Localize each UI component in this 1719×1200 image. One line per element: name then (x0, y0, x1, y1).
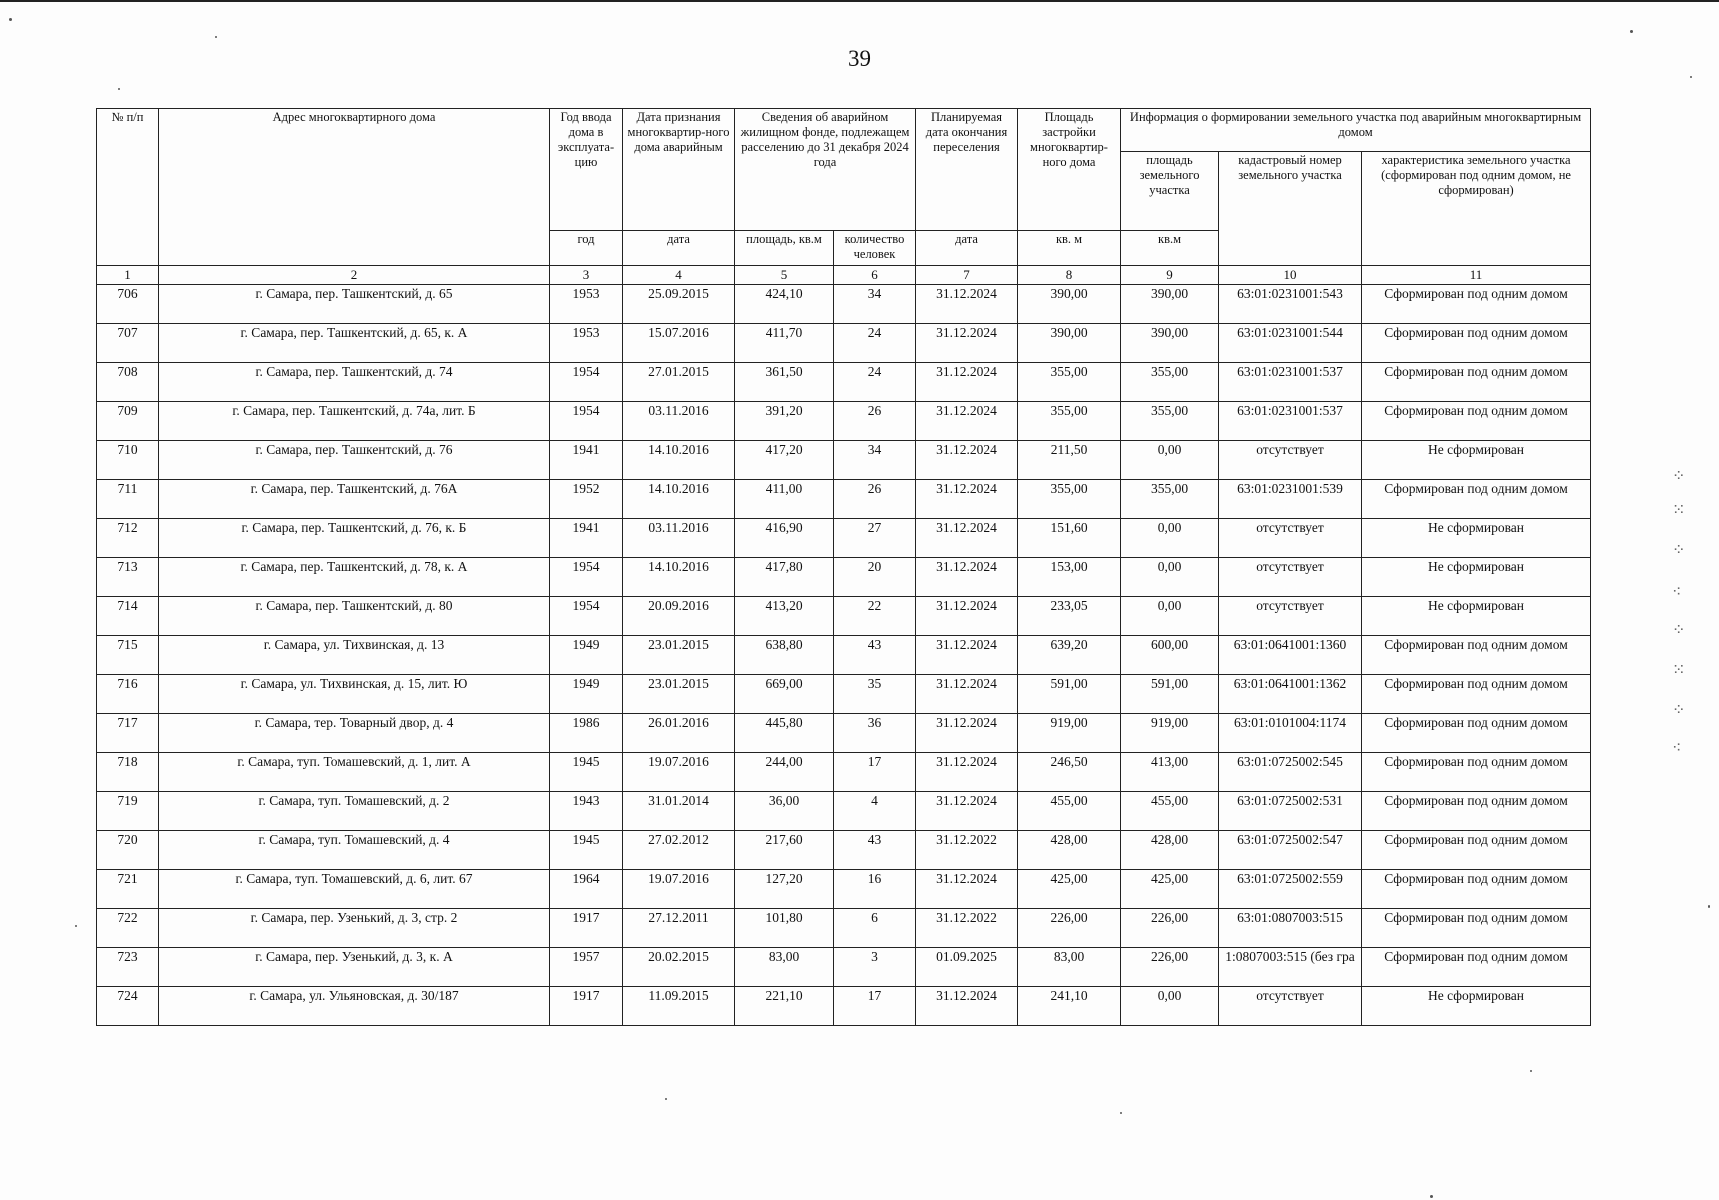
row-building-area: 455,00 (1018, 792, 1121, 831)
emergency-housing-table (96, 108, 1591, 1026)
row-address: г. Самара, пер. Ташкентский, д. 74а, лит. Б (159, 402, 550, 441)
row-year: 1941 (550, 441, 623, 480)
row-number: 717 (97, 714, 159, 753)
row-land-characteristic: Сформирован под одним домом (1362, 675, 1591, 714)
row-cadastral: отсутствует (1219, 441, 1362, 480)
header-building-area: Площадь застройки многоквартир-ного дома (1018, 109, 1121, 231)
column-number: 11 (1362, 266, 1591, 285)
row-land-characteristic: Не сформирован (1362, 558, 1591, 597)
row-area: 101,80 (735, 909, 834, 948)
scan-speck (118, 88, 120, 90)
row-cadastral: 63:01:0101004:1174 (1219, 714, 1362, 753)
row-people: 34 (834, 441, 916, 480)
row-land-characteristic: Не сформирован (1362, 597, 1591, 636)
row-year: 1941 (550, 519, 623, 558)
table-row (97, 792, 1591, 831)
row-number: 723 (97, 948, 159, 987)
row-address: г. Самара, туп. Томашевский, д. 1, лит. А (159, 753, 550, 792)
row-land-area: 390,00 (1121, 324, 1219, 363)
table-row (97, 597, 1591, 636)
row-number: 706 (97, 285, 159, 324)
row-planned-date: 01.09.2025 (916, 948, 1018, 987)
row-address: г. Самара, тер. Товарный двор, д. 4 (159, 714, 550, 753)
row-cadastral: 63:01:0725002:545 (1219, 753, 1362, 792)
row-year: 1957 (550, 948, 623, 987)
row-recognition-date: 19.07.2016 (623, 753, 735, 792)
row-planned-date: 31.12.2024 (916, 675, 1018, 714)
row-number: 716 (97, 675, 159, 714)
row-number: 719 (97, 792, 159, 831)
row-planned-date: 31.12.2024 (916, 441, 1018, 480)
row-building-area: 226,00 (1018, 909, 1121, 948)
row-people: 4 (834, 792, 916, 831)
margin-mark: ⁘ (1672, 620, 1686, 639)
row-area: 411,70 (735, 324, 834, 363)
header-address: Адрес многоквартирного дома (159, 109, 550, 266)
row-cadastral: отсутствует (1219, 558, 1362, 597)
table-row (97, 519, 1591, 558)
table-row (97, 870, 1591, 909)
row-building-area: 390,00 (1018, 324, 1121, 363)
row-address: г. Самара, пер. Ташкентский, д. 76 (159, 441, 550, 480)
row-land-characteristic: Сформирован под одним домом (1362, 870, 1591, 909)
unit-building-kvm: кв. м (1018, 231, 1121, 266)
row-recognition-date: 23.01.2015 (623, 636, 735, 675)
row-area: 417,80 (735, 558, 834, 597)
margin-mark: ⁙ (1672, 660, 1686, 679)
row-number: 709 (97, 402, 159, 441)
row-building-area: 639,20 (1018, 636, 1121, 675)
scan-speck (1690, 76, 1692, 78)
row-land-area: 226,00 (1121, 948, 1219, 987)
scan-speck (9, 18, 12, 21)
column-number: 5 (735, 266, 834, 285)
row-building-area: 355,00 (1018, 363, 1121, 402)
row-area: 361,50 (735, 363, 834, 402)
row-address: г. Самара, пер. Ташкентский, д. 65, к. А (159, 324, 550, 363)
row-address: г. Самара, пер. Узенький, д. 3, стр. 2 (159, 909, 550, 948)
row-building-area: 355,00 (1018, 480, 1121, 519)
row-area: 411,00 (735, 480, 834, 519)
top-border-line (0, 0, 1719, 2)
table-row (97, 831, 1591, 870)
scan-speck (215, 36, 217, 38)
row-recognition-date: 20.09.2016 (623, 597, 735, 636)
margin-mark: ⁘ (1672, 700, 1686, 719)
row-land-characteristic: Сформирован под одним домом (1362, 831, 1591, 870)
column-number: 7 (916, 266, 1018, 285)
table-row (97, 948, 1591, 987)
row-year: 1954 (550, 363, 623, 402)
column-number: 10 (1219, 266, 1362, 285)
row-building-area: 390,00 (1018, 285, 1121, 324)
row-building-area: 233,05 (1018, 597, 1121, 636)
row-land-area: 0,00 (1121, 441, 1219, 480)
row-number: 710 (97, 441, 159, 480)
row-cadastral: 63:01:0231001:543 (1219, 285, 1362, 324)
row-area: 36,00 (735, 792, 834, 831)
column-number: 9 (1121, 266, 1219, 285)
row-number: 715 (97, 636, 159, 675)
margin-mark: ⁘ (1672, 540, 1686, 559)
row-people: 6 (834, 909, 916, 948)
row-recognition-date: 31.01.2014 (623, 792, 735, 831)
row-area: 244,00 (735, 753, 834, 792)
row-number: 721 (97, 870, 159, 909)
row-cadastral: 63:01:0231001:537 (1219, 402, 1362, 441)
table-row (97, 909, 1591, 948)
scan-speck (75, 925, 77, 927)
row-land-area: 413,00 (1121, 753, 1219, 792)
header-land-area: площадь земельного участка (1121, 152, 1219, 231)
row-address: г. Самара, пер. Ташкентский, д. 74 (159, 363, 550, 402)
row-land-area: 226,00 (1121, 909, 1219, 948)
row-building-area: 355,00 (1018, 402, 1121, 441)
margin-mark: ⁙ (1672, 500, 1686, 519)
row-people: 35 (834, 675, 916, 714)
row-planned-date: 31.12.2024 (916, 402, 1018, 441)
row-address: г. Самара, пер. Ташкентский, д. 78, к. А (159, 558, 550, 597)
row-planned-date: 31.12.2024 (916, 987, 1018, 1026)
row-building-area: 241,10 (1018, 987, 1121, 1026)
row-cadastral: 63:01:0641001:1362 (1219, 675, 1362, 714)
row-cadastral: 1:0807003:515 (без гра (1219, 948, 1362, 987)
row-planned-date: 31.12.2024 (916, 870, 1018, 909)
column-number-row (97, 266, 1591, 285)
row-land-characteristic: Сформирован под одним домом (1362, 909, 1591, 948)
header-cadastral: кадастровый номер земельного участка (1219, 152, 1362, 266)
column-number: 6 (834, 266, 916, 285)
row-planned-date: 31.12.2024 (916, 519, 1018, 558)
column-number: 2 (159, 266, 550, 285)
row-land-area: 919,00 (1121, 714, 1219, 753)
row-address: г. Самара, пер. Узенький, д. 3, к. А (159, 948, 550, 987)
column-number: 8 (1018, 266, 1121, 285)
row-people: 26 (834, 480, 916, 519)
row-land-characteristic: Сформирован под одним домом (1362, 792, 1591, 831)
table-body (97, 285, 1591, 1026)
scan-speck (1120, 1112, 1122, 1114)
margin-mark: ⁖ (1672, 738, 1682, 757)
row-area: 217,60 (735, 831, 834, 870)
header-planned-date: Планируемая дата окончания переселения (916, 109, 1018, 231)
row-building-area: 919,00 (1018, 714, 1121, 753)
scan-speck (1530, 1070, 1532, 1072)
row-area: 445,80 (735, 714, 834, 753)
row-land-characteristic: Сформирован под одним домом (1362, 324, 1591, 363)
row-year: 1986 (550, 714, 623, 753)
row-people: 17 (834, 753, 916, 792)
row-number: 714 (97, 597, 159, 636)
row-land-area: 455,00 (1121, 792, 1219, 831)
row-building-area: 211,50 (1018, 441, 1121, 480)
row-year: 1954 (550, 597, 623, 636)
table-row (97, 753, 1591, 792)
row-year: 1954 (550, 558, 623, 597)
column-number: 4 (623, 266, 735, 285)
row-land-characteristic: Сформирован под одним домом (1362, 948, 1591, 987)
row-cadastral: отсутствует (1219, 987, 1362, 1026)
row-land-area: 428,00 (1121, 831, 1219, 870)
row-number: 712 (97, 519, 159, 558)
table-row (97, 285, 1591, 324)
row-recognition-date: 19.07.2016 (623, 870, 735, 909)
row-number: 711 (97, 480, 159, 519)
row-address: г. Самара, туп. Томашевский, д. 6, лит. 67 (159, 870, 550, 909)
column-number: 3 (550, 266, 623, 285)
row-planned-date: 31.12.2024 (916, 714, 1018, 753)
row-planned-date: 31.12.2024 (916, 324, 1018, 363)
row-cadastral: 63:01:0231001:544 (1219, 324, 1362, 363)
row-number: 724 (97, 987, 159, 1026)
table-row (97, 324, 1591, 363)
row-recognition-date: 25.09.2015 (623, 285, 735, 324)
row-year: 1954 (550, 402, 623, 441)
row-year: 1917 (550, 909, 623, 948)
row-people: 43 (834, 831, 916, 870)
margin-mark: ⁖ (1672, 582, 1682, 601)
row-land-characteristic: Сформирован под одним домом (1362, 285, 1591, 324)
row-year: 1943 (550, 792, 623, 831)
unit-year: год (550, 231, 623, 266)
row-cadastral: отсутствует (1219, 519, 1362, 558)
row-land-area: 591,00 (1121, 675, 1219, 714)
row-year: 1952 (550, 480, 623, 519)
row-recognition-date: 14.10.2016 (623, 480, 735, 519)
row-year: 1945 (550, 831, 623, 870)
scan-speck (665, 1098, 667, 1100)
row-address: г. Самара, туп. Томашевский, д. 4 (159, 831, 550, 870)
row-land-characteristic: Сформирован под одним домом (1362, 480, 1591, 519)
row-building-area: 428,00 (1018, 831, 1121, 870)
row-area: 83,00 (735, 948, 834, 987)
scan-speck (1630, 30, 1633, 33)
row-land-area: 0,00 (1121, 597, 1219, 636)
row-year: 1917 (550, 987, 623, 1026)
row-cadastral: отсутствует (1219, 597, 1362, 636)
row-land-area: 390,00 (1121, 285, 1219, 324)
row-cadastral: 63:01:0807003:515 (1219, 909, 1362, 948)
row-area: 638,80 (735, 636, 834, 675)
row-cadastral: 63:01:0725002:531 (1219, 792, 1362, 831)
row-planned-date: 31.12.2022 (916, 909, 1018, 948)
row-year: 1945 (550, 753, 623, 792)
row-recognition-date: 14.10.2016 (623, 441, 735, 480)
row-land-area: 600,00 (1121, 636, 1219, 675)
unit-land-kvm: кв.м (1121, 231, 1219, 266)
row-cadastral: 63:01:0231001:537 (1219, 363, 1362, 402)
row-number: 718 (97, 753, 159, 792)
row-land-characteristic: Сформирован под одним домом (1362, 714, 1591, 753)
row-land-characteristic: Сформирован под одним домом (1362, 363, 1591, 402)
row-area: 413,20 (735, 597, 834, 636)
row-recognition-date: 03.11.2016 (623, 402, 735, 441)
row-recognition-date: 27.02.2012 (623, 831, 735, 870)
row-recognition-date: 15.07.2016 (623, 324, 735, 363)
row-area: 127,20 (735, 870, 834, 909)
table-row (97, 636, 1591, 675)
row-year: 1953 (550, 324, 623, 363)
row-planned-date: 31.12.2024 (916, 597, 1018, 636)
row-address: г. Самара, туп. Томашевский, д. 2 (159, 792, 550, 831)
row-planned-date: 31.12.2024 (916, 480, 1018, 519)
row-address: г. Самара, ул. Тихвинская, д. 15, лит. Ю (159, 675, 550, 714)
row-planned-date: 31.12.2024 (916, 636, 1018, 675)
row-address: г. Самара, пер. Ташкентский, д. 80 (159, 597, 550, 636)
table-row (97, 441, 1591, 480)
row-address: г. Самара, пер. Ташкентский, д. 76А (159, 480, 550, 519)
row-building-area: 425,00 (1018, 870, 1121, 909)
row-land-characteristic: Не сформирован (1362, 987, 1591, 1026)
row-people: 24 (834, 363, 916, 402)
page-number: 39 (848, 46, 871, 71)
row-people: 20 (834, 558, 916, 597)
row-recognition-date: 23.01.2015 (623, 675, 735, 714)
margin-mark: ⁘ (1672, 466, 1686, 485)
row-building-area: 246,50 (1018, 753, 1121, 792)
row-planned-date: 31.12.2024 (916, 285, 1018, 324)
scan-speck (1708, 905, 1710, 908)
unit-people: количество человек (834, 231, 916, 266)
row-recognition-date: 26.01.2016 (623, 714, 735, 753)
row-land-characteristic: Сформирован под одним домом (1362, 753, 1591, 792)
header-num: № п/п (97, 109, 159, 266)
row-land-characteristic: Сформирован под одним домом (1362, 636, 1591, 675)
row-land-area: 425,00 (1121, 870, 1219, 909)
row-cadastral: 63:01:0725002:559 (1219, 870, 1362, 909)
row-area: 669,00 (735, 675, 834, 714)
column-number: 1 (97, 266, 159, 285)
table-row (97, 363, 1591, 402)
row-cadastral: 63:01:0641001:1360 (1219, 636, 1362, 675)
header-land-characteristic: характеристика земельного участка (сформирован под одним домом, не сформирован) (1362, 152, 1591, 266)
row-people: 22 (834, 597, 916, 636)
table-row (97, 402, 1591, 441)
row-planned-date: 31.12.2024 (916, 753, 1018, 792)
header-recognition-date: Дата признания многоквартир-ного дома аварийным (623, 109, 735, 231)
row-people: 34 (834, 285, 916, 324)
row-address: г. Самара, пер. Ташкентский, д. 76, к. Б (159, 519, 550, 558)
row-land-area: 355,00 (1121, 402, 1219, 441)
unit-date: дата (623, 231, 735, 266)
row-year: 1964 (550, 870, 623, 909)
row-planned-date: 31.12.2024 (916, 558, 1018, 597)
row-building-area: 151,60 (1018, 519, 1121, 558)
row-number: 713 (97, 558, 159, 597)
row-people: 24 (834, 324, 916, 363)
row-people: 36 (834, 714, 916, 753)
row-recognition-date: 27.01.2015 (623, 363, 735, 402)
row-building-area: 591,00 (1018, 675, 1121, 714)
header-year-entry: Год ввода дома в эксплуата-цию (550, 109, 623, 231)
row-building-area: 153,00 (1018, 558, 1121, 597)
table-row (97, 714, 1591, 753)
row-number: 707 (97, 324, 159, 363)
row-people: 26 (834, 402, 916, 441)
row-people: 27 (834, 519, 916, 558)
row-address: г. Самара, ул. Ульяновская, д. 30/187 (159, 987, 550, 1026)
table-row (97, 480, 1591, 519)
row-planned-date: 31.12.2024 (916, 363, 1018, 402)
header-land-info: Информация о формировании земельного участка под аварийным многоквартирным домом (1121, 109, 1591, 152)
unit-date-planned: дата (916, 231, 1018, 266)
row-recognition-date: 11.09.2015 (623, 987, 735, 1026)
header-emergency-info: Сведения об аварийном жилищном фонде, подлежащем расселению до 31 декабря 2024 года (735, 109, 916, 231)
row-recognition-date: 03.11.2016 (623, 519, 735, 558)
table-row (97, 558, 1591, 597)
row-planned-date: 31.12.2024 (916, 792, 1018, 831)
row-people: 43 (834, 636, 916, 675)
row-year: 1953 (550, 285, 623, 324)
row-land-characteristic: Не сформирован (1362, 441, 1591, 480)
table-row (97, 987, 1591, 1026)
row-area: 391,20 (735, 402, 834, 441)
row-recognition-date: 20.02.2015 (623, 948, 735, 987)
row-land-characteristic: Не сформирован (1362, 519, 1591, 558)
row-area: 424,10 (735, 285, 834, 324)
row-recognition-date: 27.12.2011 (623, 909, 735, 948)
row-land-area: 355,00 (1121, 480, 1219, 519)
row-land-area: 0,00 (1121, 519, 1219, 558)
unit-area-sqm: площадь, кв.м (735, 231, 834, 266)
row-area: 417,20 (735, 441, 834, 480)
scan-speck (1430, 1195, 1433, 1198)
row-address: г. Самара, пер. Ташкентский, д. 65 (159, 285, 550, 324)
row-number: 722 (97, 909, 159, 948)
row-land-area: 0,00 (1121, 558, 1219, 597)
table-row (97, 675, 1591, 714)
row-people: 16 (834, 870, 916, 909)
row-land-area: 0,00 (1121, 987, 1219, 1026)
row-area: 221,10 (735, 987, 834, 1026)
row-planned-date: 31.12.2022 (916, 831, 1018, 870)
row-people: 17 (834, 987, 916, 1026)
row-year: 1949 (550, 675, 623, 714)
row-number: 720 (97, 831, 159, 870)
row-people: 3 (834, 948, 916, 987)
row-address: г. Самара, ул. Тихвинская, д. 13 (159, 636, 550, 675)
row-cadastral: 63:01:0231001:539 (1219, 480, 1362, 519)
row-land-area: 355,00 (1121, 363, 1219, 402)
row-cadastral: 63:01:0725002:547 (1219, 831, 1362, 870)
row-recognition-date: 14.10.2016 (623, 558, 735, 597)
row-building-area: 83,00 (1018, 948, 1121, 987)
row-land-characteristic: Сформирован под одним домом (1362, 402, 1591, 441)
row-year: 1949 (550, 636, 623, 675)
row-area: 416,90 (735, 519, 834, 558)
row-number: 708 (97, 363, 159, 402)
